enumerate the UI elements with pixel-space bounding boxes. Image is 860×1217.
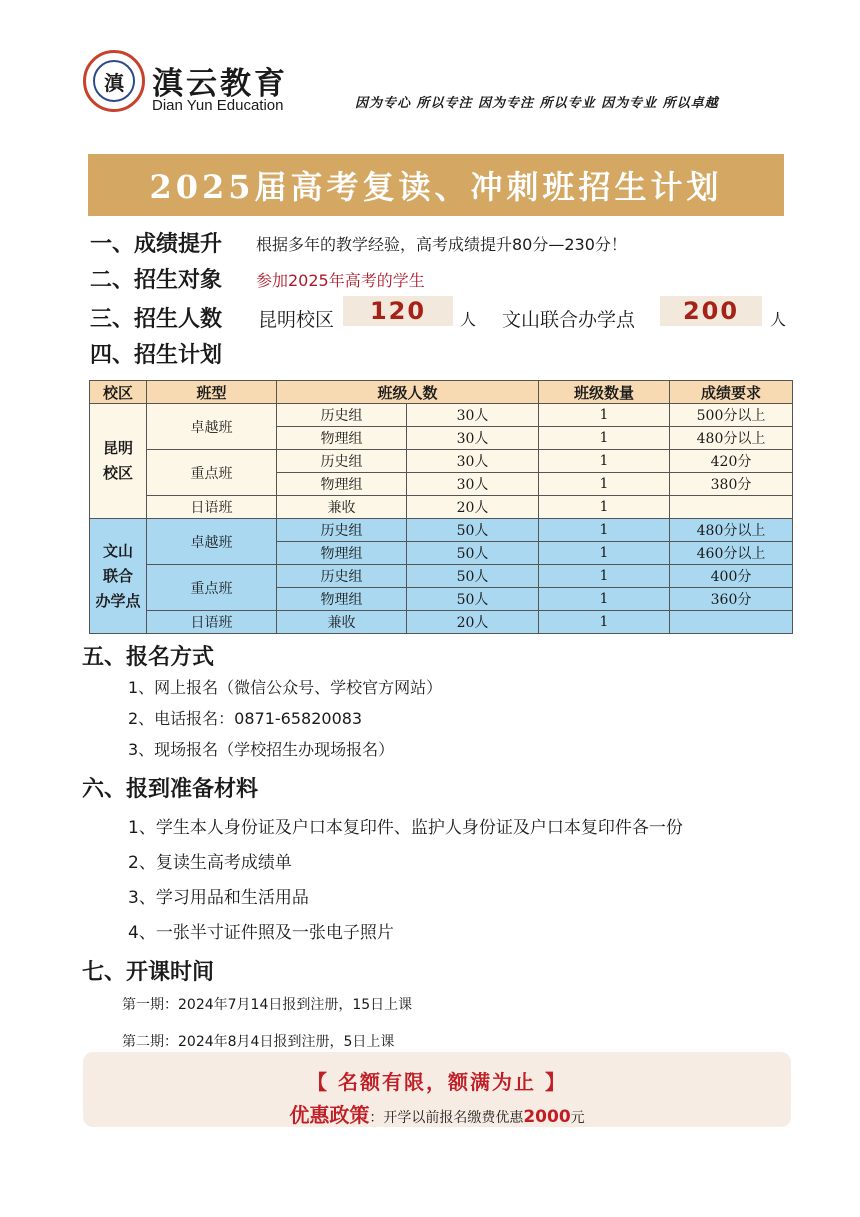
table-row <box>90 519 793 542</box>
size-cell: 30人 <box>407 473 539 496</box>
count-cell: 1 <box>539 496 670 519</box>
promo-unit: 元 <box>570 1110 585 1126</box>
count-cell: 1 <box>539 473 670 496</box>
class-type-cell: 重点班 <box>147 565 277 611</box>
size-cell: 30人 <box>407 404 539 427</box>
count-cell: 1 <box>539 565 670 588</box>
list-item: 2、电话报名：0871-65820083 <box>128 709 363 728</box>
group-cell: 历史组 <box>277 519 407 542</box>
campus-cell-wenshan: 文山 联合 办学点 <box>90 519 147 634</box>
class-type-cell: 日语班 <box>147 496 277 519</box>
promo-limited-notice: 【 名额有限，额满为止 】 <box>307 1070 567 1094</box>
enrollment-plan-table <box>89 380 793 634</box>
size-cell: 30人 <box>407 450 539 473</box>
table-row <box>90 496 793 519</box>
req-cell: 400分 <box>670 565 793 588</box>
wenshan-count: 200 <box>660 296 762 326</box>
logo-seal <box>83 50 145 112</box>
list-item: 4、一张半寸证件照及一张电子照片 <box>128 923 394 943</box>
group-cell: 物理组 <box>277 588 407 611</box>
header-class-size: 班级人数 <box>277 381 539 404</box>
page-title: 2025届高考复读、冲刺班招生计划 <box>149 168 723 206</box>
group-cell: 兼收 <box>277 611 407 634</box>
brand-name-en: Dian Yun Education <box>152 97 284 114</box>
count-cell: 1 <box>539 519 670 542</box>
section-2-text: 参加2025年高考的学生 <box>256 271 425 290</box>
count-cell: 1 <box>539 542 670 565</box>
size-cell: 50人 <box>407 565 539 588</box>
class-type-cell: 卓越班 <box>147 404 277 450</box>
count-cell: 1 <box>539 611 670 634</box>
wenshan-count-unit: 人 <box>770 310 787 329</box>
count-cell: 1 <box>539 427 670 450</box>
header-class-type: 班型 <box>147 381 277 404</box>
list-item: 1、网上报名（微信公众号、学校官方网站） <box>128 678 443 697</box>
req-cell: 500分以上 <box>670 404 793 427</box>
kunming-count: 120 <box>343 296 453 326</box>
kunming-count-unit: 人 <box>460 310 477 329</box>
campus-cell-kunming: 昆明 校区 <box>90 404 147 519</box>
logo-mark: 滇 <box>93 60 135 102</box>
req-cell: 460分以上 <box>670 542 793 565</box>
group-cell: 兼收 <box>277 496 407 519</box>
section-1-text: 根据多年的教学经验，高考成绩提升80分—230分！ <box>256 235 627 254</box>
section-7-heading: 七、开课时间 <box>82 960 215 985</box>
section-5-heading: 五、报名方式 <box>82 645 215 670</box>
promo-policy <box>83 1099 791 1128</box>
list-item: 2、复读生高考成绩单 <box>128 853 292 873</box>
req-cell: 380分 <box>670 473 793 496</box>
group-cell: 历史组 <box>277 404 407 427</box>
req-cell: 480分以上 <box>670 519 793 542</box>
section-2-heading: 二、招生对象 <box>90 268 223 293</box>
group-cell: 物理组 <box>277 427 407 450</box>
group-cell: 历史组 <box>277 450 407 473</box>
header-class-count: 班级数量 <box>539 381 670 404</box>
group-cell: 物理组 <box>277 473 407 496</box>
table-row <box>90 450 793 473</box>
count-cell: 1 <box>539 588 670 611</box>
req-cell: 420分 <box>670 450 793 473</box>
list-item: 3、现场报名（学校招生办现场报名） <box>128 740 395 759</box>
table-row <box>90 404 793 427</box>
size-cell: 20人 <box>407 611 539 634</box>
promo-amount: 2000 <box>523 1107 571 1127</box>
group-cell: 历史组 <box>277 565 407 588</box>
list-item: 1、学生本人身份证及户口本复印件、监护人身份证及户口本复印件各一份 <box>128 818 683 838</box>
schedule-item: 第二期：2024年8月4日报到注册，5日上课 <box>122 1034 395 1050</box>
title-banner <box>88 154 784 216</box>
req-cell: 480分以上 <box>670 427 793 450</box>
slogan: 因为专心 所以专注 因为专注 所以专业 因为专业 所以卓越 <box>355 96 719 111</box>
schedule-item: 第一期：2024年7月14日报到注册，15日上课 <box>122 997 413 1013</box>
promo-policy-label: 优惠政策 <box>289 1103 370 1127</box>
group-cell: 物理组 <box>277 542 407 565</box>
section-6-heading: 六、报到准备材料 <box>82 777 259 802</box>
count-cell: 1 <box>539 450 670 473</box>
size-cell: 50人 <box>407 519 539 542</box>
req-cell: 360分 <box>670 588 793 611</box>
size-cell: 50人 <box>407 542 539 565</box>
campus-kunming-label: 昆明校区 <box>258 309 335 331</box>
section-3-heading: 三、招生人数 <box>90 307 223 332</box>
count-cell: 1 <box>539 404 670 427</box>
promo-policy-text: ：开学以前报名缴费优惠 <box>369 1110 524 1126</box>
section-4-heading: 四、招生计划 <box>90 343 223 368</box>
class-type-cell: 卓越班 <box>147 519 277 565</box>
campus-wenshan-label: 文山联合办学点 <box>502 309 636 331</box>
req-cell <box>670 496 793 519</box>
size-cell: 20人 <box>407 496 539 519</box>
table-row <box>90 565 793 588</box>
brand-name-cn: 滇云教育 <box>152 66 288 102</box>
class-type-cell: 重点班 <box>147 450 277 496</box>
header-score-req: 成绩要求 <box>670 381 793 404</box>
list-item: 3、学习用品和生活用品 <box>128 888 309 908</box>
size-cell: 30人 <box>407 427 539 450</box>
section-1-heading: 一、成绩提升 <box>90 232 223 257</box>
req-cell <box>670 611 793 634</box>
table-row <box>90 611 793 634</box>
table-header-row <box>90 381 793 404</box>
class-type-cell: 日语班 <box>147 611 277 634</box>
header-campus: 校区 <box>90 381 147 404</box>
size-cell: 50人 <box>407 588 539 611</box>
